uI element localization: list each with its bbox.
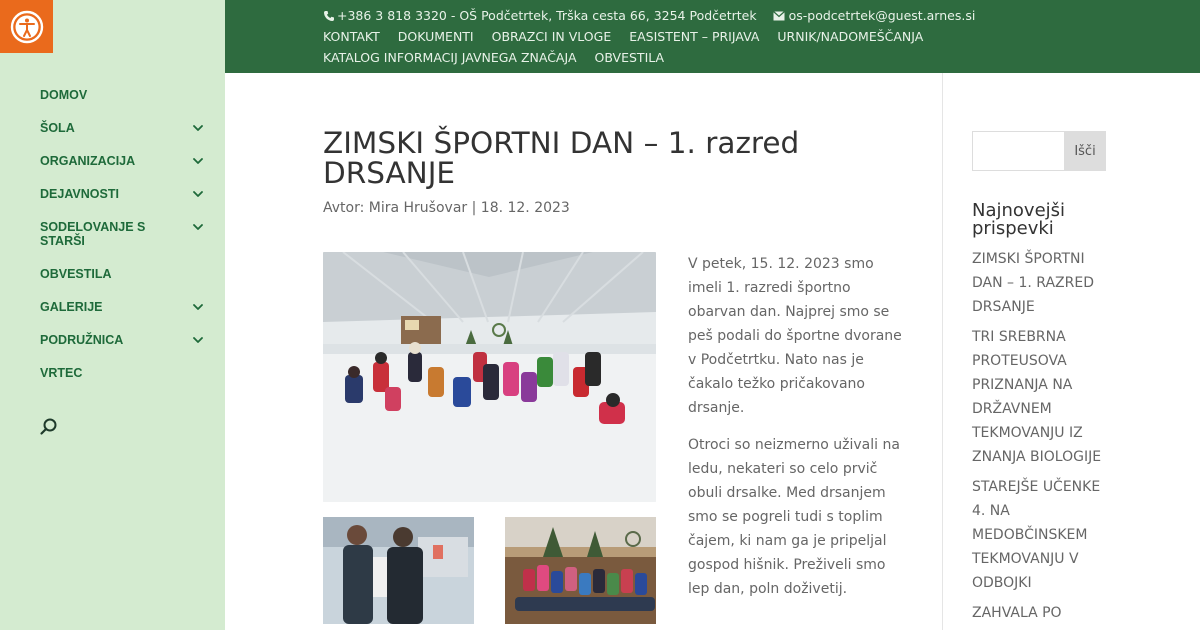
accessibility-button[interactable] bbox=[0, 0, 53, 53]
sidebar-item-label: SODELOVANJE S STARŠI bbox=[40, 220, 146, 248]
chevron-down-icon bbox=[193, 224, 203, 231]
photo-thumbnail-1[interactable] bbox=[323, 517, 474, 624]
photo-group-sitting-illustration bbox=[505, 517, 656, 624]
sidebar-item-5[interactable] bbox=[40, 220, 205, 248]
email-text: os-podcetrtek@guest.arnes.si bbox=[788, 8, 976, 23]
sidebar-item-label: OBVESTILA bbox=[40, 267, 112, 281]
sidebar-item-label: PODRUŽNICA bbox=[40, 333, 124, 347]
sidebar-item-label: VRTEC bbox=[40, 366, 83, 380]
sidebar-item-9[interactable] bbox=[40, 366, 205, 380]
sidebar-item-7[interactable] bbox=[40, 300, 205, 314]
top-nav-link[interactable]: KONTAKT bbox=[323, 29, 380, 44]
photo-thumbnail-2[interactable] bbox=[505, 517, 656, 624]
sidebar-item-1[interactable] bbox=[40, 88, 205, 102]
contact-info bbox=[323, 8, 975, 23]
phone-icon bbox=[323, 10, 335, 22]
post-paragraph-1: V petek, 15. 12. 2023 smo imeli 1. razredi športno obarvan dan. Najprej smo se peš podali do športne dvorane v Podčetrtku. Nato nas je čakalo težko pričakovano drsanje. bbox=[688, 256, 902, 416]
sidebar-item-4[interactable] bbox=[40, 187, 205, 201]
sidebar-item-6[interactable] bbox=[40, 267, 205, 281]
photo-ice-rink-group[interactable] bbox=[323, 252, 656, 502]
top-nav-link[interactable]: URNIK/NADOMEŠČANJA bbox=[777, 29, 924, 44]
accessibility-icon bbox=[10, 10, 44, 44]
submenu-toggle[interactable] bbox=[191, 121, 205, 135]
sidebar-item-8[interactable] bbox=[40, 333, 205, 347]
recent-post-link[interactable]: TRI SREBRNA PROTEUSOVA PRIZNANJA NA DRŽAVNEM TEKMOVANJU IZ ZNANJA BIOLOGIJE bbox=[972, 329, 1102, 465]
top-header bbox=[225, 0, 1200, 73]
search-icon[interactable] bbox=[38, 416, 60, 438]
widget-search-input[interactable] bbox=[972, 131, 1064, 171]
sidebar-item-label: DOMOV bbox=[40, 88, 88, 102]
sidebar-item-3[interactable] bbox=[40, 154, 205, 168]
recent-posts-title: Najnovejši prispevki bbox=[972, 200, 1066, 239]
phone-address-text: +386 3 818 3320 - OŠ Podčetrtek, Trška cesta 66, 3254 Podčetrtek bbox=[337, 8, 757, 23]
submenu-toggle[interactable] bbox=[191, 333, 205, 347]
post-paragraph-2: Otroci so neizmerno uživali na ledu, nekateri so celo prvič obuli drsalke. Med drsanjem smo se pogreli tudi s toplim čajem, ki nam ga je pripeljal gospod hišnik. Preživeli smo lep dan, poln doživetij. bbox=[688, 437, 900, 597]
sidebar-item-label: GALERIJE bbox=[40, 300, 103, 314]
top-nav-link[interactable]: DOKUMENTI bbox=[397, 29, 474, 44]
chevron-down-icon bbox=[193, 304, 203, 311]
chevron-down-icon bbox=[193, 125, 203, 132]
submenu-toggle[interactable] bbox=[191, 220, 205, 234]
top-nav-link[interactable]: KATALOG INFORMACIJ JAVNEGA ZNAČAJA bbox=[323, 50, 577, 65]
submenu-toggle[interactable] bbox=[191, 187, 205, 201]
photo-ice-rink-illustration bbox=[323, 252, 656, 502]
top-nav-link[interactable]: OBRAZCI IN VLOGE bbox=[491, 29, 612, 44]
submenu-toggle[interactable] bbox=[191, 154, 205, 168]
post-meta: Avtor: Mira Hrušovar | 18. 12. 2023 bbox=[323, 200, 570, 216]
chevron-down-icon bbox=[193, 191, 203, 198]
envelope-icon bbox=[773, 11, 785, 21]
chevron-down-icon bbox=[193, 337, 203, 344]
widget-search bbox=[972, 131, 1106, 171]
post-content bbox=[323, 126, 903, 597]
top-nav-row-2 bbox=[323, 50, 963, 71]
chevron-down-icon bbox=[193, 158, 203, 165]
top-nav-link[interactable]: EASISTENT – PRIJAVA bbox=[629, 29, 760, 44]
sidebar-item-label: ŠOLA bbox=[40, 121, 75, 135]
sidebar-item-label: DEJAVNOSTI bbox=[40, 187, 119, 201]
recent-post-link[interactable]: STAREJŠE UČENKE 4. NA MEDOBČINSKEM TEKMOVANJU V ODBOJKI bbox=[972, 479, 1101, 591]
sidebar-divider bbox=[942, 73, 943, 630]
sidebar-item-2[interactable] bbox=[40, 121, 205, 135]
recent-post-link[interactable]: ZIMSKI ŠPORTNI DAN – 1. RAZRED DRSANJE bbox=[972, 251, 1094, 315]
photo-two-adults-illustration bbox=[323, 517, 474, 624]
email-link[interactable] bbox=[773, 8, 976, 23]
recent-post-link[interactable]: ZAHVALA PO bbox=[972, 605, 1062, 621]
left-sidebar bbox=[0, 0, 225, 630]
phone-info bbox=[323, 8, 757, 23]
post-title: ZIMSKI ŠPORTNI DAN – 1. razred DRSANJE bbox=[323, 126, 800, 190]
top-nav-link[interactable]: OBVESTILA bbox=[594, 50, 665, 65]
top-nav-row-1 bbox=[323, 29, 963, 50]
recent-posts-list bbox=[972, 247, 1102, 630]
sidebar-item-label: ORGANIZACIJA bbox=[40, 154, 136, 168]
post-body bbox=[688, 252, 903, 614]
submenu-toggle[interactable] bbox=[191, 300, 205, 314]
widget-search-button[interactable]: Išči bbox=[1064, 131, 1106, 171]
